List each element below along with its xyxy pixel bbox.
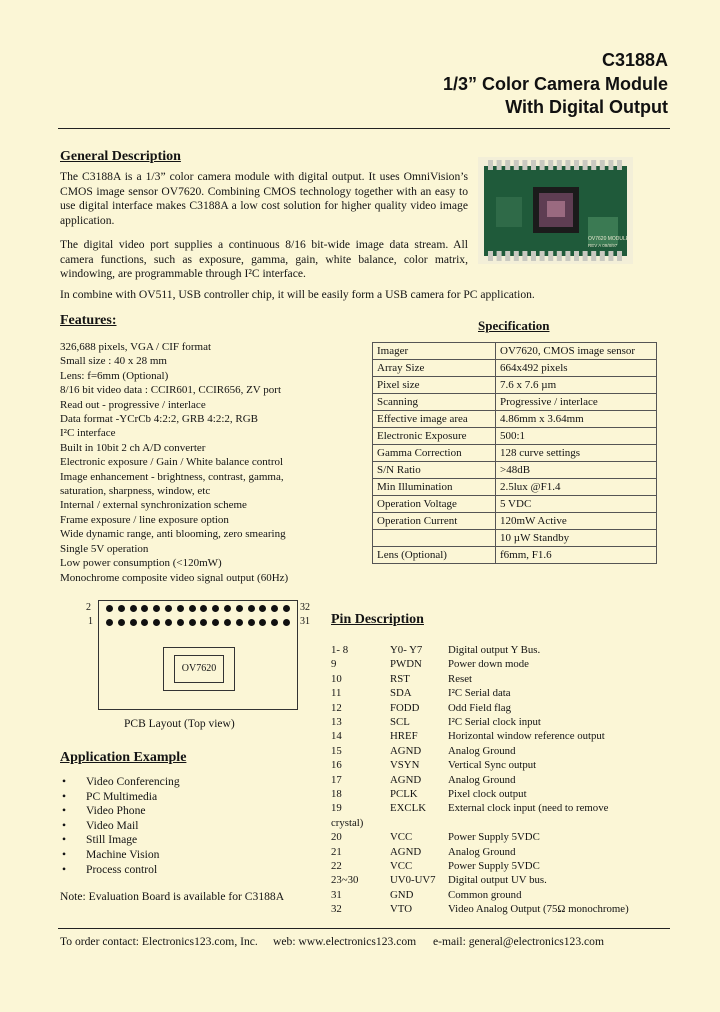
photo-header-pin bbox=[497, 160, 502, 170]
pin-function: Power Supply 5VDC bbox=[448, 860, 540, 872]
title-line-1: 1/3” Color Camera Module bbox=[442, 74, 668, 94]
module-photo bbox=[478, 157, 633, 264]
pin-function: Digital output Y Bus. bbox=[448, 644, 541, 656]
features-heading: Features: bbox=[60, 313, 117, 328]
feature-item: Wide dynamic range, anti blooming, zero smearing bbox=[60, 528, 286, 541]
evaluation-note: Note: Evaluation Board is available for C3188A bbox=[60, 890, 285, 903]
pin-signal: HREF bbox=[390, 730, 418, 743]
application-heading: Application Example bbox=[60, 750, 187, 765]
pin-function: Vertical Sync output bbox=[448, 759, 537, 772]
spec-value: 2.5lux @F1.4 bbox=[496, 479, 657, 496]
feature-item: Small size : 40 x 28 mm bbox=[60, 355, 167, 368]
pin-signal: VCC bbox=[390, 860, 413, 872]
spec-label: Pixel size bbox=[373, 377, 496, 394]
photo-chip-text: OV7620 MODULE bbox=[588, 236, 630, 242]
pcb-chip-label: OV7620 bbox=[174, 655, 224, 683]
photo-header-pin bbox=[574, 251, 579, 261]
spec-row bbox=[373, 411, 657, 428]
feature-item: saturation, sharpness, window, etc bbox=[60, 485, 211, 498]
pin-function: Analog Ground bbox=[448, 773, 516, 786]
pin-function: External clock input (need to remove bbox=[448, 802, 609, 815]
application-item: • Machine Vision bbox=[62, 848, 180, 863]
spec-value: 7.6 x 7.6 µm bbox=[496, 377, 657, 394]
pcb-pin-dot bbox=[189, 619, 196, 626]
title-line-2: With Digital Output bbox=[505, 97, 668, 117]
spec-label: Gamma Correction bbox=[373, 445, 496, 462]
pcb-pin-dot bbox=[106, 605, 113, 612]
spec-value: >48dB bbox=[496, 462, 657, 479]
pcb-pin-dot bbox=[236, 619, 243, 626]
pcb-pin-1-label: 1 bbox=[88, 616, 93, 627]
spec-label: Operation Current bbox=[373, 513, 496, 530]
pcb-sensor-box bbox=[163, 647, 235, 691]
photo-header-pin bbox=[617, 160, 622, 170]
spec-value: 120mW Active bbox=[496, 513, 657, 530]
photo-header-pin bbox=[505, 251, 510, 261]
spec-label: Lens (Optional) bbox=[373, 547, 496, 564]
spec-row bbox=[373, 462, 657, 479]
spec-row bbox=[373, 547, 657, 564]
pin-number: 22 bbox=[331, 860, 342, 872]
photo-header-pin bbox=[583, 251, 588, 261]
application-item: • Video Conferencing bbox=[62, 775, 180, 790]
pcb-pin-dot bbox=[106, 619, 113, 626]
photo-header-pin bbox=[583, 160, 588, 170]
pin-function: Analog Ground bbox=[448, 845, 516, 858]
feature-item: 8/16 bit video data : CCIR601, CCIR656, ZV port bbox=[60, 384, 282, 397]
pin-signal: Y0- Y7 bbox=[390, 644, 423, 656]
pin-function: Odd Field flag bbox=[448, 701, 511, 714]
pcb-pin-dot bbox=[165, 619, 172, 626]
photo-header-pin bbox=[522, 160, 527, 170]
application-item: • Video Phone bbox=[62, 804, 180, 819]
pin-function: I²C Serial clock input bbox=[448, 716, 541, 728]
pin-function: Video Analog Output (75Ω monochrome) bbox=[448, 903, 629, 916]
pin-number: 9 bbox=[331, 658, 337, 671]
pcb-pin-dot bbox=[248, 619, 255, 626]
pin-function: Power down mode bbox=[448, 658, 529, 671]
spec-label: Effective image area bbox=[373, 411, 496, 428]
application-item: • Still Image bbox=[62, 833, 180, 848]
spec-value: 664x492 pixels bbox=[496, 360, 657, 377]
feature-item: Electronic exposure / Gain / White balance control bbox=[60, 456, 284, 469]
pcb-pin-dot bbox=[141, 619, 148, 626]
pin-signal: AGND bbox=[390, 773, 422, 786]
photo-chip-sub: REV A 09/8/97 bbox=[588, 243, 618, 248]
spec-row bbox=[373, 428, 657, 445]
pcb-pin-dot bbox=[259, 619, 266, 626]
spec-label: Min Illumination bbox=[373, 479, 496, 496]
specification-table bbox=[372, 342, 657, 564]
spec-row bbox=[373, 530, 657, 547]
spec-value: 500:1 bbox=[496, 428, 657, 445]
pin-signal: VTO bbox=[390, 903, 412, 916]
pcb-pin-dot bbox=[200, 605, 207, 612]
pin-signal: SCL bbox=[390, 716, 410, 728]
pcb-pin-dot bbox=[236, 605, 243, 612]
pin-function: Digital output UV bus. bbox=[448, 874, 547, 887]
feature-item: Internal / external synchronization scheme bbox=[60, 499, 247, 512]
pcb-pin-dot bbox=[271, 605, 278, 612]
pin-number: 18 bbox=[331, 788, 342, 800]
photo-header-pin bbox=[608, 160, 613, 170]
photo-header-pin bbox=[514, 251, 519, 261]
pin-signal: AGND bbox=[390, 744, 422, 757]
pin-number: 10 bbox=[331, 672, 342, 685]
pcb-pin-dot bbox=[271, 619, 278, 626]
pin-number: 13 bbox=[331, 716, 342, 728]
photo-header-pin bbox=[540, 160, 545, 170]
pcb-pin-dot bbox=[165, 605, 172, 612]
spec-row bbox=[373, 394, 657, 411]
pin-signal: AGND bbox=[390, 845, 422, 858]
feature-item: Frame exposure / line exposure option bbox=[60, 513, 229, 526]
photo-header-pin bbox=[522, 251, 527, 261]
spec-row bbox=[373, 377, 657, 394]
pcb-pin-dot bbox=[118, 619, 125, 626]
pcb-pin-dot bbox=[283, 605, 290, 612]
photo-header-pin bbox=[540, 251, 545, 261]
pcb-caption: PCB Layout (Top view) bbox=[124, 718, 235, 730]
pin-function: I²C Serial data bbox=[448, 687, 511, 700]
pin-signal: GND bbox=[390, 888, 414, 901]
pin-function: Reset bbox=[448, 672, 472, 685]
spec-label: Scanning bbox=[373, 394, 496, 411]
pcb-pin-dot bbox=[153, 619, 160, 626]
pin-number: 20 bbox=[331, 831, 342, 844]
pin-signal: EXCLK bbox=[390, 802, 426, 815]
photo-header-pin bbox=[591, 160, 596, 170]
feature-item: 326,688 pixels, VGA / CIF format bbox=[60, 341, 212, 353]
pcb-pin-dot bbox=[118, 605, 125, 612]
pcb-pin-32-label: 32 bbox=[300, 602, 310, 613]
application-item: • Video Mail bbox=[62, 819, 180, 834]
pcb-pin-dot bbox=[224, 605, 231, 612]
photo-header-pin bbox=[497, 251, 502, 261]
header-divider bbox=[58, 128, 670, 129]
pcb-pin-dot bbox=[248, 605, 255, 612]
feature-item: I²C interface bbox=[60, 427, 116, 440]
spec-value: 10 µW Standby bbox=[496, 530, 657, 547]
spec-value: f6mm, F1.6 bbox=[496, 547, 657, 564]
feature-item: Single 5V operation bbox=[60, 542, 149, 555]
pin-number: 15 bbox=[331, 744, 342, 757]
pin-signal: SDA bbox=[390, 687, 412, 700]
pcb-pin-31-label: 31 bbox=[300, 616, 310, 627]
photo-header-pin bbox=[557, 251, 562, 261]
pin-signal: PWDN bbox=[390, 658, 422, 671]
pin-function: Power Supply 5VDC bbox=[448, 831, 540, 844]
spec-row bbox=[373, 360, 657, 377]
pcb-pin-dot bbox=[130, 619, 137, 626]
feature-item: Data format -YCrCb 4:2:2, GRB 4:2:2, RGB bbox=[60, 413, 258, 426]
feature-item: Built in 10bit 2 ch A/D converter bbox=[60, 441, 206, 454]
pcb-pin-dot bbox=[141, 605, 148, 612]
pin-number: 17 bbox=[331, 773, 342, 786]
spec-row bbox=[373, 479, 657, 496]
pin-number: 14 bbox=[331, 730, 342, 743]
pin-signal: PCLK bbox=[390, 788, 418, 800]
spec-label: S/N Ratio bbox=[373, 462, 496, 479]
pin-signal: UV0-UV7 bbox=[390, 874, 436, 887]
photo-header-pin bbox=[531, 160, 536, 170]
specification-heading: Specification bbox=[478, 318, 550, 333]
spec-value: Progressive / interlace bbox=[496, 394, 657, 411]
spec-value: 128 curve settings bbox=[496, 445, 657, 462]
pcb-pin-dot bbox=[189, 605, 196, 612]
pin-number: 16 bbox=[331, 759, 342, 772]
application-list bbox=[62, 775, 180, 877]
pcb-pin-dot bbox=[259, 605, 266, 612]
application-item: • PC Multimedia bbox=[62, 790, 180, 805]
pcb-pin-dot bbox=[224, 619, 231, 626]
pin-number: 21 bbox=[331, 845, 342, 858]
footer-web-link[interactable]: web: www.electronics123.com bbox=[273, 935, 417, 948]
general-description-heading: General Description bbox=[60, 149, 181, 164]
spec-row bbox=[373, 343, 657, 360]
pcb-pin-dot bbox=[200, 619, 207, 626]
pin-signal: RST bbox=[390, 672, 410, 685]
feature-item: Image enhancement - brightness, contrast, gamma, bbox=[60, 470, 284, 483]
spec-label bbox=[373, 530, 496, 547]
pin-number: 11 bbox=[331, 687, 342, 700]
photo-header-pin bbox=[548, 251, 553, 261]
footer-order-contact: To order contact: Electronics123.com, Inc. bbox=[60, 935, 258, 948]
pin-number: 1- 8 bbox=[331, 644, 349, 656]
feature-item: Lens: f=6mm (Optional) bbox=[60, 369, 169, 382]
photo-header-pin bbox=[600, 160, 605, 170]
photo-header-pin bbox=[488, 160, 493, 170]
pcb-pin-dot bbox=[177, 619, 184, 626]
feature-item: Low power consumption (<120mW) bbox=[60, 557, 222, 570]
pin-signal: VSYN bbox=[390, 759, 420, 772]
photo-header-pin bbox=[557, 160, 562, 170]
pcb-outline bbox=[98, 600, 298, 710]
pin-number: crystal) bbox=[331, 816, 364, 829]
features-list bbox=[60, 340, 310, 585]
model-number: C3188A bbox=[601, 50, 668, 70]
spec-row bbox=[373, 496, 657, 513]
photo-header-pin bbox=[565, 160, 570, 170]
pin-number: 23~30 bbox=[331, 874, 359, 887]
pin-function: Common ground bbox=[448, 888, 522, 901]
spec-label: Array Size bbox=[373, 360, 496, 377]
pin-number: 31 bbox=[331, 888, 342, 901]
general-para-2: The digital video port supplies a continuous 8/16 bit-wide image data stream. All camera functions, such as exposure, gamma, gain, white balance, color matrix, windowing, are programmable through I²C interface. bbox=[60, 238, 468, 280]
photo-header-pin bbox=[548, 160, 553, 170]
pin-number: 32 bbox=[331, 903, 342, 916]
pin-number: 19 bbox=[331, 802, 342, 815]
footer-divider bbox=[58, 928, 670, 929]
pin-description-heading: Pin Description bbox=[331, 612, 424, 627]
footer-email-link[interactable]: e-mail: general@electronics123.com bbox=[433, 935, 604, 948]
pin-function: Pixel clock output bbox=[448, 788, 527, 800]
spec-value: OV7620, CMOS image sensor bbox=[496, 343, 657, 360]
pcb-pin-dot bbox=[153, 605, 160, 612]
pin-function: Horizontal window reference output bbox=[448, 730, 605, 743]
pcb-pin-dot bbox=[177, 605, 184, 612]
application-item: • Process control bbox=[62, 863, 180, 878]
general-para-1: The C3188A is a 1/3” color camera module with digital output. It uses OmniVision’s CMOS image sensor OV7620. Combining CMOS technology together with an easy to use digital interface makes C3188A a low cost solution for higher quality video image application. bbox=[60, 170, 468, 227]
pcb-pin-dot bbox=[283, 619, 290, 626]
photo-header-pin bbox=[574, 160, 579, 170]
pin-number: 12 bbox=[331, 701, 342, 714]
photo-header-pin bbox=[514, 160, 519, 170]
photo-header-pin bbox=[608, 251, 613, 261]
general-para-3: In combine with OV511, USB controller chip, it will be easily form a USB camera for PC application. bbox=[60, 288, 535, 301]
spec-value: 5 VDC bbox=[496, 496, 657, 513]
pcb-pin-2-label: 2 bbox=[86, 602, 91, 613]
pin-signal: VCC bbox=[390, 831, 413, 844]
spec-row bbox=[373, 513, 657, 530]
spec-label: Electronic Exposure bbox=[373, 428, 496, 445]
pin-function: Analog Ground bbox=[448, 744, 516, 757]
pin-signal: FODD bbox=[390, 701, 420, 714]
pcb-pin-dot bbox=[212, 619, 219, 626]
pcb-pin-dot bbox=[212, 605, 219, 612]
photo-header-pin bbox=[617, 251, 622, 261]
photo-header-pin bbox=[505, 160, 510, 170]
spec-label: Imager bbox=[373, 343, 496, 360]
photo-header-pin bbox=[591, 251, 596, 261]
photo-header-pin bbox=[531, 251, 536, 261]
spec-row bbox=[373, 445, 657, 462]
pcb-pin-dot bbox=[130, 605, 137, 612]
photo-header-pin bbox=[488, 251, 493, 261]
feature-item: Monochrome composite video signal output (60Hz) bbox=[60, 571, 289, 584]
photo-header-pin bbox=[565, 251, 570, 261]
photo-header-pin bbox=[600, 251, 605, 261]
feature-item: Read out - progressive / interlace bbox=[60, 398, 206, 411]
spec-label: Operation Voltage bbox=[373, 496, 496, 513]
spec-value: 4.86mm x 3.64mm bbox=[496, 411, 657, 428]
